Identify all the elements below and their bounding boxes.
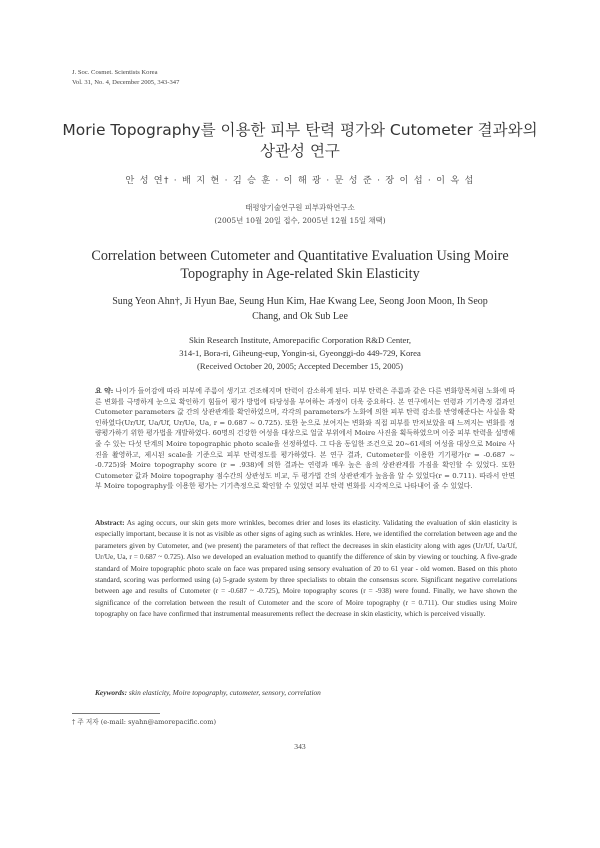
- journal-header: [72, 68, 179, 88]
- korean-affiliation-dates: (2005년 10월 20일 접수, 2005년 12월 15일 채택): [214, 216, 386, 225]
- page-number: 343: [294, 742, 306, 751]
- korean-title-line2: 상관성 연구: [260, 142, 340, 160]
- keywords-label: Keywords:: [95, 688, 128, 697]
- korean-abstract: [95, 386, 515, 492]
- english-title: [0, 247, 600, 283]
- english-title-line2: Topography in Age-related Skin Elasticity: [180, 266, 420, 282]
- corresponding-author-footnote: † 주 저자 (e-mail: syahn@amorepacific.com): [72, 718, 217, 726]
- journal-volume: Vol. 31, No. 4, December 2005, 343-347: [72, 79, 180, 86]
- korean-abstract-label: 요 약:: [95, 387, 114, 395]
- english-abstract-label: Abstract:: [95, 518, 125, 527]
- english-affiliation: [0, 334, 600, 373]
- english-abstract: [95, 517, 517, 620]
- keywords-text: skin elasticity, Moire topography, cutometer, sensory, correlation: [128, 688, 321, 697]
- korean-affiliation-org: 태평양기술연구원 피부과학연구소: [245, 203, 355, 212]
- english-affiliation-line1: Skin Research Institute, Amorepacific Corporation R&D Center,: [188, 335, 412, 345]
- english-title-line1: Correlation between Cutometer and Quantitative Evaluation Using Moire: [91, 248, 509, 264]
- journal-name: J. Soc. Cosmet. Scientists Korea: [72, 69, 158, 76]
- korean-abstract-text: 나이가 들어감에 따라 피부에 주름이 생기고 건조해지며 탄력이 감소하게 된다. 피부 탄력은 주름과 같은 다른 변화항목처럼 노화에 따른 변화를 극명하게 눈으로 확인하기 힘들어 평가 방법에 타당성을 부여하는 과정이 더욱 중요하다. 본 연구에서는 연령과 기기측정 결과인 Cutometer parameters 값 간의 상관관계를 확인하였으며, 각각의 parameters가 노화에 의한 피부 탄력 감소를 반영해준다는 사실을 확인하였다(Ur/Uf, Ua/Uf, Ur/Ue, Ua, r = 0.687 ~ 0.725). 또한 눈으로 보여지는 변화와 직접 피부를 만져보았을 때 느껴지는 변화를 정량평가하기 위한 평가법을 개발하였다. 60명의 건강한 여성을 대상으로 얼굴 부위에서 Moire 사진을 획득하였으며 이중 피부 탄력을 설명해줄 수 있는 다섯 단계의 Moire topographic photo scale을 선정하였다. 그 다음 동일한 조건으로 20~61세의 여성을 대상으로 Moire 사진을 촬영하고, 제시된 scale을 기준으로 피부 탄력정도를 평가하였다. 본 연구 결과, Cutometer를 이용한 기기평가(r = -0.687 ~ -0.725)와 Moire topography score (r = .938)에 의한 결과는 연령과 매우 높은 음의 상관관계를 가짐을 확인할 수 있었다. 또한 Cutometer 값과 Moire topography 점수간의 상관성도 비교, 두 평가법 간의 상관관계가 높음을 알 수 있었다(r = 0.711). 따라서 안면부 Moire topography를 이용한 평가는 기기측정으로 확인할 수 있었던 피부 탄력 변화를 시각적으로 나타내어 줄 수 있었다.: [95, 387, 515, 491]
- english-affiliation-line3: (Received October 20, 2005; Accepted December 15, 2005): [197, 361, 403, 371]
- korean-title: [0, 120, 600, 162]
- english-affiliation-line2: 314-1, Bora-ri, Giheung-eup, Yongin-si, Gyeonggi-do 449-729, Korea: [179, 348, 421, 358]
- korean-affiliation: [0, 201, 600, 227]
- footnote-divider: [72, 713, 160, 714]
- english-authors: Sung Yeon Ahn†, Ji Hyun Bae, Seung Hun Kim, Hae Kwang Lee, Seong Joon Moon, Ih Seop Chang, and Ok Sub Lee: [112, 296, 488, 322]
- korean-title-line1: Morie Topography를 이용한 피부 탄력 평가와 Cutometer 결과와의: [62, 121, 538, 139]
- korean-authors: 안 성 연† · 배 지 현 · 김 승 훈 · 이 해 광 · 문 성 준 · 장 이 섭 · 이 옥 섭: [125, 175, 475, 186]
- english-abstract-text: As aging occurs, our skin gets more wrinkles, becomes drier and loses its elasticity. Validating the evaluation of skin elasticity is especially important, because it is not as visible as other signs of aging such as wrinkles. Here, we identified the correlation between age and the parameters given by Cutometer, and (we present) the parameters of that reflect the decreases in skin elasticity along with ages (Ur/Uf, Ua/Uf, Ur/Ue, Ua, r = 0.687 ~ 0.725). Also we developed an evaluation method to quantify the difference of skin by viewing or touching. A five-grade standard of Moire topographic photo scale on face was prepared using sensory evaluation of 20 to 61 year - old women. Based on this photo standard, scoring was performed using (a) 5-grade system by three specialists to obtain the consensus score. Significant negative correlations between age and results of Cutometer (r = -0.687 ~ -0.725), Moire topography scores (r = -938) were found. Finally, we have shown the significance of the correlation between the result of Cutometer and the score of Moire topography (r = 0.711). Our studies using Moire topography on face have confirmed that instrumental measurements reflect the decrease in skin elasticity, which is perceived visually.: [95, 518, 517, 619]
- keywords: [95, 688, 517, 697]
